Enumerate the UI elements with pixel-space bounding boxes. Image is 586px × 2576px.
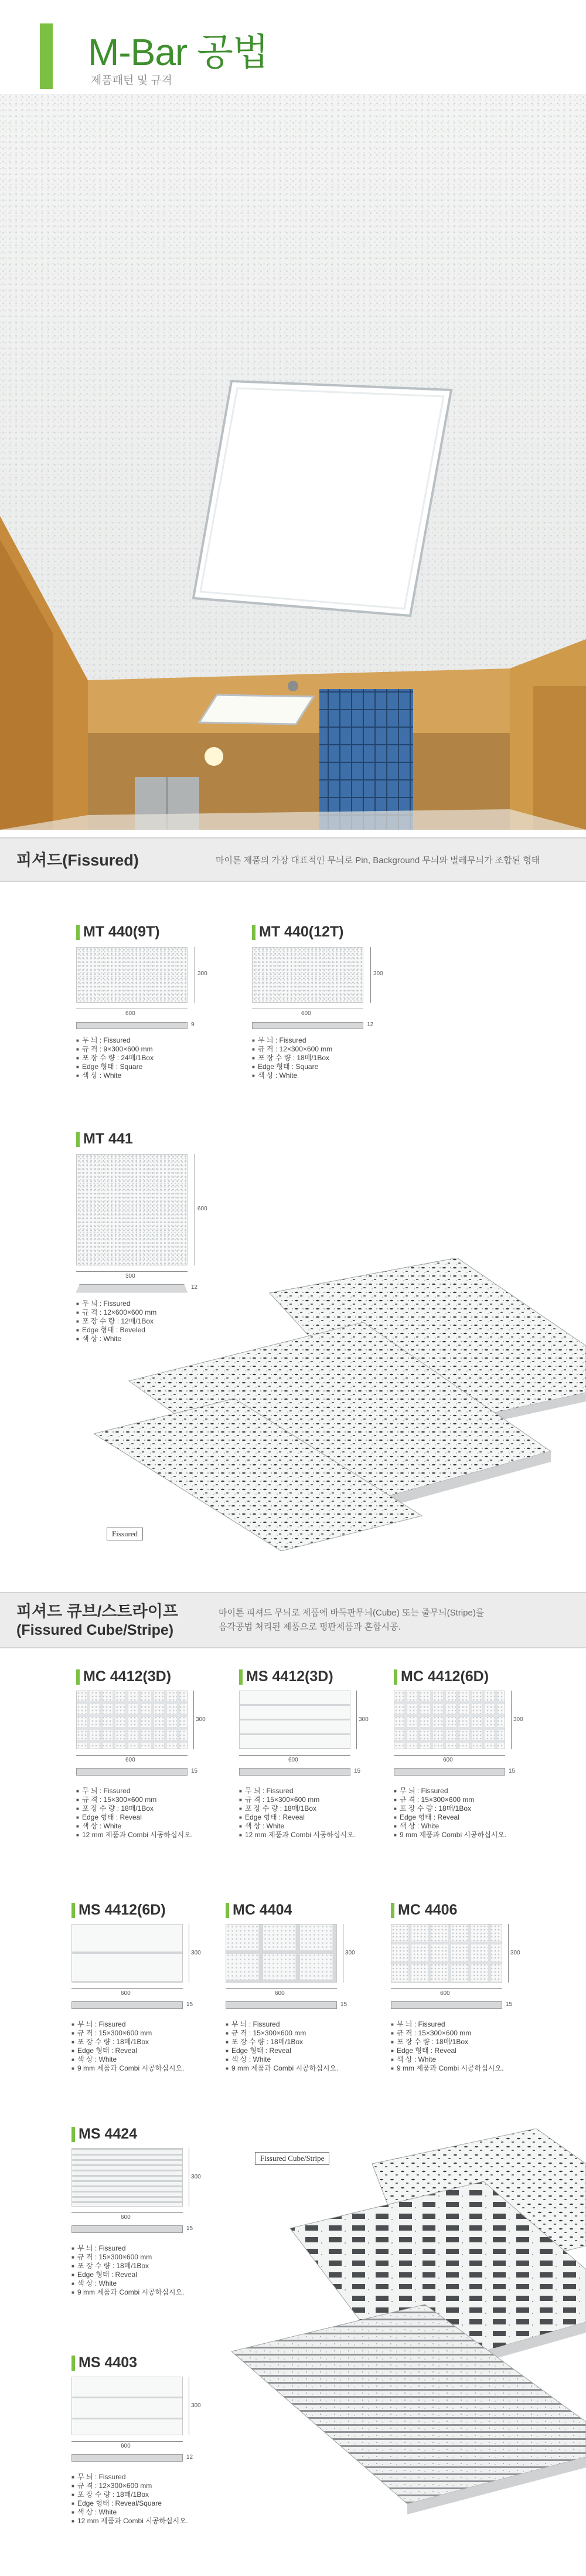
product-specs (76, 1787, 193, 1839)
dim-label-thickness: 15 (186, 2001, 193, 2008)
spec-quantity: ■ 포 장 수 량 : 24매/1Box (76, 1054, 154, 1063)
dim-line (71, 2441, 183, 2442)
edge-profile (252, 1022, 363, 1029)
spec-pattern: ■ 무 늬 : Fissured (226, 2020, 338, 2029)
spec-size: ■ 규 격 : 15×300×600 mm (76, 1796, 193, 1804)
hero-ceiling-photo (0, 94, 586, 830)
spec-color: ■ 색 상 : White (226, 2055, 338, 2064)
dim-label-thickness: 15 (186, 2225, 193, 2232)
spec-pattern: ■ 무 늬 : Fissured (252, 1036, 332, 1045)
product-ms4424 (71, 2126, 224, 2319)
edge-profile (391, 2001, 502, 2009)
spec-quantity: ■ 포 장 수 량 : 18매/1Box (394, 1804, 506, 1813)
cube-stripe-boards-illustration (231, 2129, 586, 2551)
dim-label-height: 300 (191, 2174, 201, 2180)
spec-quantity: ■ 포 장 수 량 : 18매/1Box (252, 1054, 332, 1063)
spec-pattern: ■ 무 늬 : Fissured (239, 1787, 356, 1796)
header-accent-bar (40, 23, 53, 89)
spec-note: ■ 12 mm 제품과 Combi 시공하십시오. (76, 1831, 193, 1839)
product-swatch (71, 2377, 183, 2435)
dim-label-width: 600 (443, 1757, 453, 1763)
dim-label-thickness: 12 (186, 2454, 193, 2460)
spec-size: ■ 규 격 : 12×300×600 mm (71, 2482, 188, 2490)
dim-label-height: 300 (197, 970, 207, 977)
spec-color: ■ 색 상 : White (252, 1071, 332, 1080)
fissured-caption: Fissured (107, 1528, 143, 1540)
product-swatch (226, 1924, 337, 1983)
dim-label-thickness: 15 (340, 2001, 347, 2008)
spec-quantity: ■ 포 장 수 량 : 18매/1Box (391, 2038, 503, 2046)
spec-pattern: ■ 무 늬 : Fissured (391, 2020, 503, 2029)
spec-color: ■ 색 상 : White (71, 2508, 188, 2517)
spec-color: ■ 색 상 : White (71, 2279, 184, 2288)
spec-quantity: ■ 포 장 수 량 : 18매/1Box (239, 1804, 356, 1813)
spec-size: ■ 규 격 : 15×300×600 mm (394, 1796, 506, 1804)
product-name: MC 4404 (233, 1902, 292, 1918)
product-ms4403 (71, 2354, 224, 2548)
dim-label-height: 300 (359, 1716, 369, 1723)
product-specs (76, 1036, 154, 1080)
fissured-boards-illustration (94, 1258, 586, 1551)
spec-note: ■ 9 mm 제품과 Combi 시공하십시오. (226, 2064, 338, 2073)
dim-label-width: 600 (121, 1990, 131, 1997)
spec-edge: ■ Edge 형태 : Square (252, 1063, 332, 1071)
dim-label-width: 300 (125, 1273, 135, 1279)
section-fissured-title: 피셔드(Fissured) (16, 851, 139, 869)
dim-label-height: 300 (191, 1950, 201, 1956)
product-mt440-9t (76, 924, 252, 1094)
dim-label-height: 600 (197, 1206, 207, 1212)
dim-line (239, 1755, 350, 1756)
product-specs (239, 1787, 356, 1839)
product-swatch (71, 2148, 183, 2207)
page-header (0, 0, 586, 94)
spec-pattern: ■ 무 늬 : Fissured (71, 2244, 184, 2253)
page-title: M-Bar 공법 (88, 31, 268, 73)
spec-size: ■ 규 격 : 15×300×600 mm (71, 2029, 184, 2038)
spec-size: ■ 규 격 : 15×300×600 mm (239, 1796, 356, 1804)
section-cube-title: 피셔드 큐브/스트라이프 (16, 1603, 178, 1620)
section-cube-desc-2: 음각공법 처리된 제품으로 평판제품과 혼합시공. (219, 1622, 401, 1632)
dim-label-thickness: 12 (191, 1284, 198, 1291)
spec-edge: ■ Edge 형태 : Reveal (239, 1813, 356, 1822)
spec-quantity: ■ 포 장 수 량 : 18매/1Box (71, 2038, 184, 2046)
product-swatch (391, 1924, 502, 1983)
spec-color: ■ 색 상 : White (76, 1822, 193, 1831)
spec-edge: ■ Edge 형태 : Reveal (71, 2270, 184, 2279)
spec-pattern: ■ 무 늬 : Fissured (76, 1299, 156, 1308)
dim-line (356, 1691, 357, 1749)
product-ms4412-6d (71, 1902, 224, 2095)
edge-profile (71, 2001, 183, 2009)
spec-edge: ■ Edge 형태 : Reveal (226, 2046, 338, 2055)
dim-label-height: 300 (373, 970, 383, 977)
dim-label-width: 600 (125, 1757, 135, 1763)
smoke-detector (288, 681, 298, 691)
section-fissured-header (0, 837, 586, 882)
edge-profile (76, 1022, 188, 1029)
product-name: MC 4412(3D) (83, 1668, 172, 1685)
dim-label-height: 300 (191, 2402, 201, 2409)
spec-size: ■ 규 격 : 15×300×600 mm (391, 2029, 503, 2038)
dim-line (508, 1924, 509, 1983)
spec-size: ■ 규 격 : 12×600×600 mm (76, 1308, 156, 1317)
spec-pattern: ■ 무 늬 : Fissured (71, 2020, 184, 2029)
spec-edge: ■ Edge 형태 : Square (76, 1063, 154, 1071)
spec-color: ■ 색 상 : White (76, 1071, 154, 1080)
product-name: MS 4424 (79, 2126, 138, 2142)
product-name: MT 440(9T) (83, 924, 160, 940)
dim-label-thickness: 12 (367, 1021, 374, 1028)
spec-pattern: ■ 무 늬 : Fissured (76, 1036, 154, 1045)
product-name: MS 4412(6D) (79, 1902, 166, 1918)
dim-label-width: 600 (440, 1990, 450, 1997)
product-name: MS 4412(3D) (246, 1668, 333, 1685)
product-swatch (71, 1924, 183, 1983)
spec-quantity: ■ 포 장 수 량 : 18매/1Box (76, 1804, 193, 1813)
dim-line (391, 1988, 502, 1989)
product-swatch (394, 1691, 505, 1749)
spec-pattern: ■ 무 늬 : Fissured (71, 2473, 188, 2482)
dim-label-thickness: 15 (191, 1768, 198, 1774)
spec-color: ■ 색 상 : White (239, 1822, 356, 1831)
section-cube-stripe-header (0, 1592, 586, 1648)
wall-light (205, 747, 223, 766)
cube-stripe-caption: Fissured Cube/Stripe (255, 2152, 329, 2165)
spec-size: ■ 규 격 : 9×300×600 mm (76, 1045, 154, 1054)
dim-label-width: 600 (121, 2443, 131, 2449)
section-cube-desc-1: 마이톤 피셔드 무늬로 제품에 바둑판무늬(Cube) 또는 줄무늬(Stripe)를 (219, 1608, 485, 1618)
boards-svg (231, 2129, 586, 2551)
dim-label-thickness: 15 (509, 1768, 516, 1774)
product-mt440-12t (252, 924, 428, 1094)
section-cube-title-en: (Fissured Cube/Stripe) (16, 1622, 174, 1638)
product-name: MS 4403 (79, 2354, 138, 2371)
edge-profile (71, 2225, 183, 2233)
dim-label-thickness: 15 (506, 2001, 513, 2008)
product-swatch (239, 1691, 350, 1749)
dim-label-thickness: 9 (191, 1021, 195, 1028)
spec-color: ■ 색 상 : White (71, 2055, 184, 2064)
spec-quantity: ■ 포 장 수 량 : 18매/1Box (71, 2490, 188, 2499)
spec-note: ■ 12 mm 제품과 Combi 시공하십시오. (239, 1831, 356, 1839)
dim-line (370, 947, 371, 1003)
spec-quantity: ■ 포 장 수 량 : 18매/1Box (71, 2262, 184, 2270)
spec-pattern: ■ 무 늬 : Fissured (76, 1787, 193, 1796)
dim-line (71, 1988, 183, 1989)
dim-label-height: 300 (196, 1716, 206, 1723)
spec-note: ■ 9 mm 제품과 Combi 시공하십시오. (71, 2288, 184, 2297)
edge-profile (394, 1768, 505, 1776)
page-subtitle: 제품패턴 및 규격 (91, 74, 173, 87)
spec-note: ■ 9 mm 제품과 Combi 시공하십시오. (391, 2064, 503, 2073)
edge-profile (239, 1768, 350, 1776)
dim-label-height: 300 (513, 1716, 523, 1723)
spec-edge: ■ Edge 형태 : Beveled (76, 1326, 156, 1335)
product-mc4404 (226, 1902, 378, 2095)
spec-edge: ■ Edge 형태 : Reveal (394, 1813, 506, 1822)
dim-line (511, 1691, 512, 1749)
spec-edge: ■ Edge 형태 : Reveal (391, 2046, 503, 2055)
spec-note: ■ 12 mm 제품과 Combi 시공하십시오. (71, 2517, 188, 2526)
spec-edge: ■ Edge 형태 : Reveal/Square (71, 2499, 188, 2508)
dim-label-thickness: 15 (354, 1768, 361, 1774)
ceiling-light-panel-small (199, 695, 314, 724)
spec-note: ■ 9 mm 제품과 Combi 시공하십시오. (394, 1831, 506, 1839)
spec-quantity: ■ 포 장 수 량 : 18매/1Box (226, 2038, 338, 2046)
product-specs (252, 1036, 332, 1080)
spec-quantity: ■ 포 장 수 량 : 12매/1Box (76, 1317, 156, 1326)
boards-svg (94, 1258, 586, 1551)
edge-profile (76, 1768, 188, 1776)
product-ms4412-3d (239, 1668, 391, 1862)
product-swatch (76, 1691, 188, 1749)
spec-size: ■ 규 격 : 12×300×600 mm (252, 1045, 332, 1054)
product-swatch (76, 1154, 188, 1265)
product-mc4412-6d (394, 1668, 546, 1862)
product-swatch (76, 947, 188, 1003)
product-name: MC 4406 (398, 1902, 458, 1918)
product-specs (391, 2020, 503, 2073)
product-specs (394, 1787, 506, 1839)
ceiling-illustration (0, 94, 586, 830)
product-specs (71, 2473, 188, 2526)
spec-color: ■ 색 상 : White (394, 1822, 506, 1831)
dim-label-height: 300 (345, 1950, 355, 1956)
spec-size: ■ 규 격 : 15×300×600 mm (226, 2029, 338, 2038)
dim-line (76, 1755, 188, 1756)
edge-profile (71, 2454, 183, 2462)
dim-line (193, 1691, 194, 1749)
product-name: MC 4412(6D) (401, 1668, 489, 1685)
spec-edge: ■ Edge 형태 : Reveal (71, 2046, 184, 2055)
product-specs (71, 2020, 184, 2073)
section-fissured-desc: 마이톤 제품의 가장 대표적인 무늬로 Pin, Background 무늬와 벌레무늬가 조합된 형태 (216, 856, 540, 866)
spec-color: ■ 색 상 : White (391, 2055, 503, 2064)
product-name: MT 441 (83, 1131, 133, 1147)
spec-color: ■ 색 상 : White (76, 1335, 156, 1343)
product-mc4406 (391, 1902, 543, 2095)
dim-line (71, 2212, 183, 2213)
dim-label-width: 600 (288, 1757, 298, 1763)
product-name: MT 440(12T) (259, 924, 344, 940)
dim-line (226, 1988, 337, 1989)
product-specs (71, 2244, 184, 2297)
dim-line (394, 1755, 505, 1756)
dim-label-height: 300 (510, 1950, 520, 1956)
edge-profile (226, 2001, 337, 2009)
product-swatch (252, 947, 363, 1003)
dim-label-width: 600 (275, 1990, 285, 1997)
spec-note: ■ 9 mm 제품과 Combi 시공하십시오. (71, 2064, 184, 2073)
product-mc4412-3d (76, 1668, 229, 1862)
product-specs (226, 2020, 338, 2073)
spec-size: ■ 규 격 : 15×300×600 mm (71, 2253, 184, 2262)
spec-edge: ■ Edge 형태 : Reveal (76, 1813, 193, 1822)
dim-label-width: 600 (125, 1010, 135, 1017)
spec-pattern: ■ 무 늬 : Fissured (394, 1787, 506, 1796)
dim-label-width: 600 (121, 2214, 131, 2221)
dim-label-width: 600 (301, 1010, 311, 1017)
